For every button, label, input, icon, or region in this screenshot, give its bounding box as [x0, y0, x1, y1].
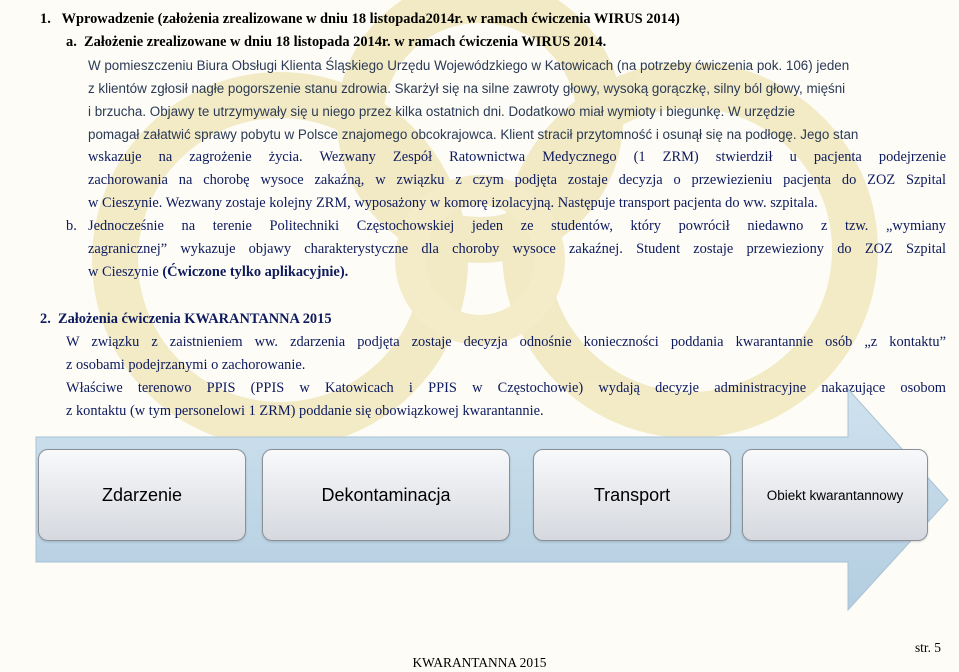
subsection-a-heading: a. Założenie zrealizowane w dniu 18 listopada 2014r. w ramach ćwiczenia WIRUS 2014.	[66, 34, 607, 50]
paragraph-line: zachorowania na chorobę wysoce zakaźną, w związku z czym podjęta zostaje decyzja o przewiezieniu pacjenta do ZOZ Szpital	[88, 172, 946, 188]
flow-step-zdarzenie: Zdarzenie	[38, 449, 246, 541]
paragraph-line: z kontaktu (w tym personelowi 1 ZRM) poddanie się obowiązkowej kwarantannie.	[66, 403, 544, 419]
footer-title: KWARANTANNA 2015	[412, 655, 547, 670]
paragraph-line: Jednocześnie na terenie Politechniki Częstochowskiej jeden ze studentów, który powrócił niedawno z tzw. „wymiany	[88, 218, 946, 234]
paragraph-line: wskazuje na zagrożenie życia. Wezwany Zespół Ratownictwa Medycznego (1 ZRM) stwierdził u pacjenta podejrzenie	[88, 149, 946, 165]
emphasis-note: (Ćwiczone tylko aplikacyjnie).	[162, 264, 349, 280]
flow-step-obiekt-kwarantannowy: Obiekt kwarantannowy	[742, 449, 928, 541]
paragraph-line: W związku z zaistnieniem ww. zdarzenia podjęta zostaje decyzja odnośnie konieczności poddania kwarantannie osób „z kontaktu”	[66, 334, 946, 350]
paragraph-line: i brzucha. Objawy te utrzymywały się u niego przez kilka ostatnich dni. Dodatkowo miał wymioty i biegunkę. W urzędzie	[88, 104, 796, 119]
page-number: str. 5	[914, 640, 941, 655]
paragraph-line: zagranicznej” wykazuje objawy charakterystyczne dla choroby wysoce zakaźnej. Student zostaje przewieziony do ZOZ Szpital	[88, 241, 946, 257]
paragraph-line: z osobami podejrzanymi o zachorowanie.	[66, 357, 306, 373]
paragraph-line: z klientów zgłosił nagłe pogorszenie stanu zdrowia. Skarżył się na silne zawroty głowy, wysoką gorączkę, silny ból głowy, mięśni	[88, 81, 846, 96]
paragraph-text: w Cieszynie	[88, 264, 163, 280]
flow-step-dekontaminacja: Dekontaminacja	[262, 449, 510, 541]
subsection-b-label: b.	[66, 218, 77, 234]
section-2-heading: 2. Założenia ćwiczenia KWARANTANNA 2015	[40, 311, 332, 327]
paragraph-line: pomagał załatwić sprawy pobytu w Polsce znajomego obcokrajowca. Klient stracił przytomność i osunął się na podłogę. Jego stan	[88, 127, 859, 142]
paragraph-line: Właściwe terenowo PPIS (PPIS w Katowicach i PPIS w Częstochowie) wydają decyzje administracyjne nakazujące osobom	[66, 380, 946, 396]
paragraph-line: W pomieszczeniu Biura Obsługi Klienta Śląskiego Urzędu Wojewódzkiego w Katowicach (na potrzeby ćwiczenia pok. 106) jeden	[88, 58, 850, 73]
paragraph-line: w Cieszynie. Wezwany zostaje kolejny ZRM, wyposażony w komorę izolacyjną. Następuje transport pacjenta do ww. szpitala.	[88, 195, 818, 211]
section-1-heading: 1. Wprowadzenie (założenia zrealizowane w dniu 18 listopada2014r. w ramach ćwiczenia WIRUS 2014)	[40, 11, 680, 27]
flow-step-transport: Transport	[533, 449, 731, 541]
